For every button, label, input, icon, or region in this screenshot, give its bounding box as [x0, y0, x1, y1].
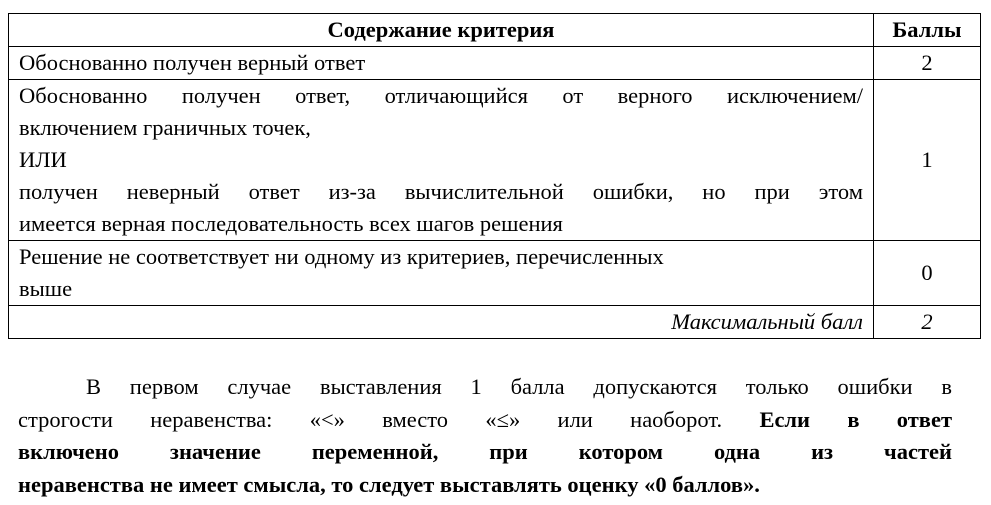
- note-line: [18, 436, 952, 469]
- note-line: [18, 469, 952, 502]
- table-row: [9, 241, 981, 306]
- criterion-line: включением граничных точек,: [19, 115, 311, 140]
- criterion-line: имеется верная последовательность всех шагов решения: [19, 211, 563, 236]
- note-line: В первом случае выставления 1 балла допускаются только ошибки в: [86, 374, 952, 399]
- max-score-row: [9, 306, 981, 339]
- points-cell: 0: [874, 241, 981, 306]
- grading-note: [18, 371, 952, 501]
- criterion-cell: [9, 241, 874, 306]
- criterion-line: ИЛИ: [19, 147, 67, 172]
- table-header-row: [9, 14, 981, 47]
- note-bold-text: включено значение переменной, при котором одна из частей: [18, 439, 952, 464]
- criterion-cell: [9, 80, 874, 241]
- header-criterion: Содержание критерия: [9, 14, 874, 47]
- table-row: [9, 80, 981, 241]
- criterion-line: получен неверный ответ из-за вычислительной ошибки, но при этом: [19, 179, 863, 204]
- note-line: строгости неравенства: «<» вместо «≤» или наоборот. Если в ответ: [18, 406, 953, 432]
- note-bold-text: Если в ответ: [759, 406, 953, 432]
- note-bold-text: неравенства не имеет смысла, то следует выставлять оценку «0 баллов».: [18, 471, 760, 497]
- table-row: [9, 47, 981, 80]
- max-score-value: 2: [874, 306, 981, 339]
- criterion-line: Обоснованно получен ответ, отличающийся от верного исключением/: [19, 83, 863, 108]
- criteria-table: [8, 13, 981, 339]
- criterion-line: выше: [19, 276, 73, 301]
- criterion-line: Решение не соответствует ни одному из критериев, перечисленных: [19, 244, 664, 269]
- criterion-cell: [9, 47, 874, 80]
- points-cell: 1: [874, 80, 981, 241]
- points-cell: 2: [874, 47, 981, 80]
- header-points: Баллы: [874, 14, 981, 47]
- max-score-label: Максимальный балл: [9, 306, 874, 339]
- criterion-line: Обоснованно получен верный ответ: [19, 50, 366, 75]
